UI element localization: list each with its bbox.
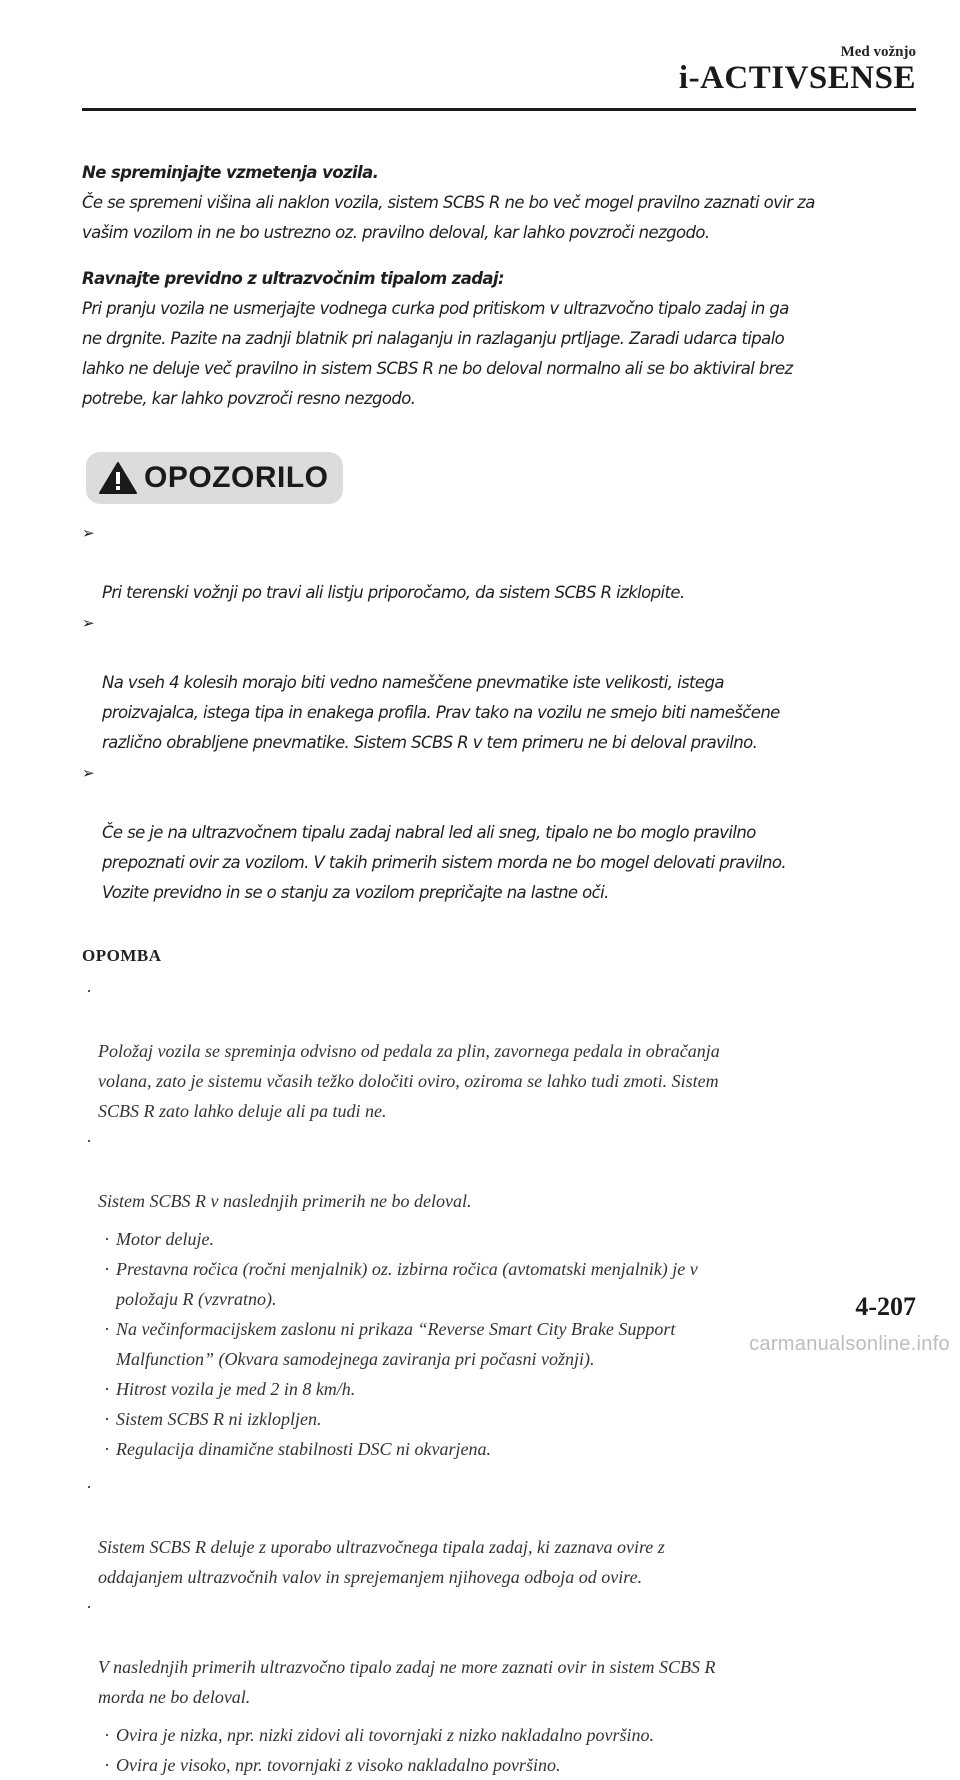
- note-item: [82, 1472, 922, 1592]
- bullet-icon: ·: [104, 1409, 110, 1429]
- note-item-text: Položaj vozila se spreminja odvisno od pedala za plin, zavornega pedala in obračanja volana, zato je sistemu včasih težko določiti oviro, oziroma se lahko tudi zmoti. Sistem SCBS R zato lahko deluje ali pa tudi ne.: [98, 1041, 720, 1121]
- note-sub-item: [104, 1404, 922, 1434]
- note-item-text: Sistem SCBS R deluje z uporabo ultrazvočnega tipala zadaj, ki zaznava ovire z oddajanjem ultrazvočnih valov in sprejemanjem njihovega odboja od ovire.: [98, 1537, 665, 1587]
- page-number: 4-207: [855, 1292, 916, 1321]
- note-sub-item-text: Ovira je visoko, npr. tovornjaki z visoko nakladalno površino.: [116, 1755, 561, 1775]
- note-item: [82, 1592, 922, 1712]
- arrow-right-icon: ➢: [82, 764, 94, 782]
- note-title: OPOMBA: [82, 946, 162, 965]
- caution-body: Pri pranju vozila ne usmerjajte vodnega curka pod pritiskom v ultrazvočno tipalo zadaj in ga ne drgnite. Pazite na zadnji blatnik pri nalaganju in razlaganju prtljage. Zaradi udarca tipalo lahko ne deluje več pravilno in sistem SCBS R ne bo deloval normalno ali se bo aktiviral brez potrebe, kar lahko povzroči resno nezgodo.: [82, 299, 793, 408]
- caution-block: [82, 264, 922, 414]
- warning-list: [82, 518, 922, 908]
- warning-item: [82, 518, 922, 608]
- note-sub-item-text: Ovira je nizka, npr. nizki zidovi ali tovornjaki z nizko nakladalno površino.: [116, 1725, 654, 1745]
- note-item-text: Sistem SCBS R v naslednjih primerih ne bo deloval.: [98, 1191, 472, 1211]
- note-sub-list: [104, 1720, 922, 1780]
- note-sub-item-text: Regulacija dinamične stabilnosti DSC ni okvarjena.: [116, 1439, 491, 1459]
- bullet-icon: ·: [104, 1229, 110, 1249]
- arrow-right-icon: ➢: [82, 614, 94, 632]
- caution-heading: Ravnajte previdno z ultrazvočnim tipalom zadaj:: [82, 269, 505, 288]
- bullet-icon: ·: [104, 1319, 110, 1339]
- caution-body: Če se spremeni višina ali naklon vozila, sistem SCBS R ne bo več mogel pravilno zaznati ovir za vašim vozilom in ne bo ustrezno oz. pravilno deloval, kar lahko povzroči nezgodo.: [82, 193, 815, 242]
- note-item: [82, 976, 922, 1126]
- page-header-title: i-ACTIVSENSE: [678, 60, 916, 96]
- bullet-icon: ·: [86, 1477, 92, 1497]
- note-list: [82, 976, 922, 1780]
- note-item-text: V naslednjih primerih ultrazvočno tipalo zadaj ne more zaznati ovir in sistem SCBS R morda ne bo deloval.: [98, 1657, 716, 1707]
- bullet-icon: ·: [104, 1725, 110, 1745]
- page-header-section: Med vožnjo: [840, 44, 916, 60]
- note-sub-item-text: Sistem SCBS R ni izklopljen.: [116, 1409, 322, 1429]
- note-sub-item-text: Hitrost vozila je med 2 in 8 km/h.: [116, 1379, 356, 1399]
- arrow-right-icon: ➢: [82, 524, 94, 542]
- bullet-icon: ·: [86, 981, 92, 1001]
- page-content: [82, 158, 922, 1780]
- bullet-icon: ·: [104, 1379, 110, 1399]
- note-sub-item: [104, 1374, 922, 1404]
- warning-label: OPOZORILO: [144, 461, 329, 494]
- caution-block: [82, 158, 922, 248]
- bullet-icon: ·: [86, 1131, 92, 1151]
- note-sub-item: [104, 1224, 922, 1254]
- caution-heading: Ne spreminjajte vzmetenja vozila.: [82, 163, 379, 182]
- note-sub-item-text: Motor deluje.: [116, 1229, 214, 1249]
- note-sub-item: [104, 1254, 922, 1314]
- bullet-icon: ·: [104, 1259, 110, 1279]
- note-item: [82, 1126, 922, 1216]
- note-sub-item-text: Na večinformacijskem zaslonu ni prikaza “Reverse Smart City Brake Support Malfunction” (Okvara samodejnega zaviranja pri počasni vožnji).: [116, 1319, 676, 1369]
- watermark-link[interactable]: carmanualsonline.info: [749, 1333, 950, 1355]
- note-sub-item: [104, 1720, 922, 1750]
- note-sub-item-text: Prestavna ročica (ročni menjalnik) oz. izbirna ročica (avtomatski menjalnik) je v položaju R (vzvratno).: [116, 1259, 698, 1309]
- warning-item-text: Na vseh 4 kolesih morajo biti vedno nameščene pnevmatike iste velikosti, istega proizvajalca, istega tipa in enakega profila. Prav tako na vozilu ne smejo biti nameščene različno obrabljene pnevmatike. Sistem SCBS R v tem primeru ne bi deloval pravilno.: [102, 673, 780, 752]
- warning-item-text: Pri terenski vožnji po travi ali listju priporočamo, da sistem SCBS R izklopite.: [102, 583, 685, 602]
- note-sub-item: [104, 1434, 922, 1464]
- bullet-icon: ·: [104, 1439, 110, 1459]
- note-sub-item: [104, 1750, 922, 1780]
- warning-banner: [86, 452, 343, 504]
- bullet-icon: ·: [104, 1755, 110, 1775]
- warning-item: [82, 758, 922, 908]
- bullet-icon: ·: [86, 1597, 92, 1617]
- warning-item-text: Če se je na ultrazvočnem tipalu zadaj nabral led ali sneg, tipalo ne bo moglo pravilno prepoznati ovir za vozilom. V takih primerih sistem morda ne bo mogel delovati pravilno. Vozite previdno in se o stanju za vozilom prepričajte na lastne oči.: [102, 823, 786, 902]
- warning-triangle-icon: [98, 461, 138, 495]
- warning-item: [82, 608, 922, 758]
- header-rule: [82, 108, 916, 111]
